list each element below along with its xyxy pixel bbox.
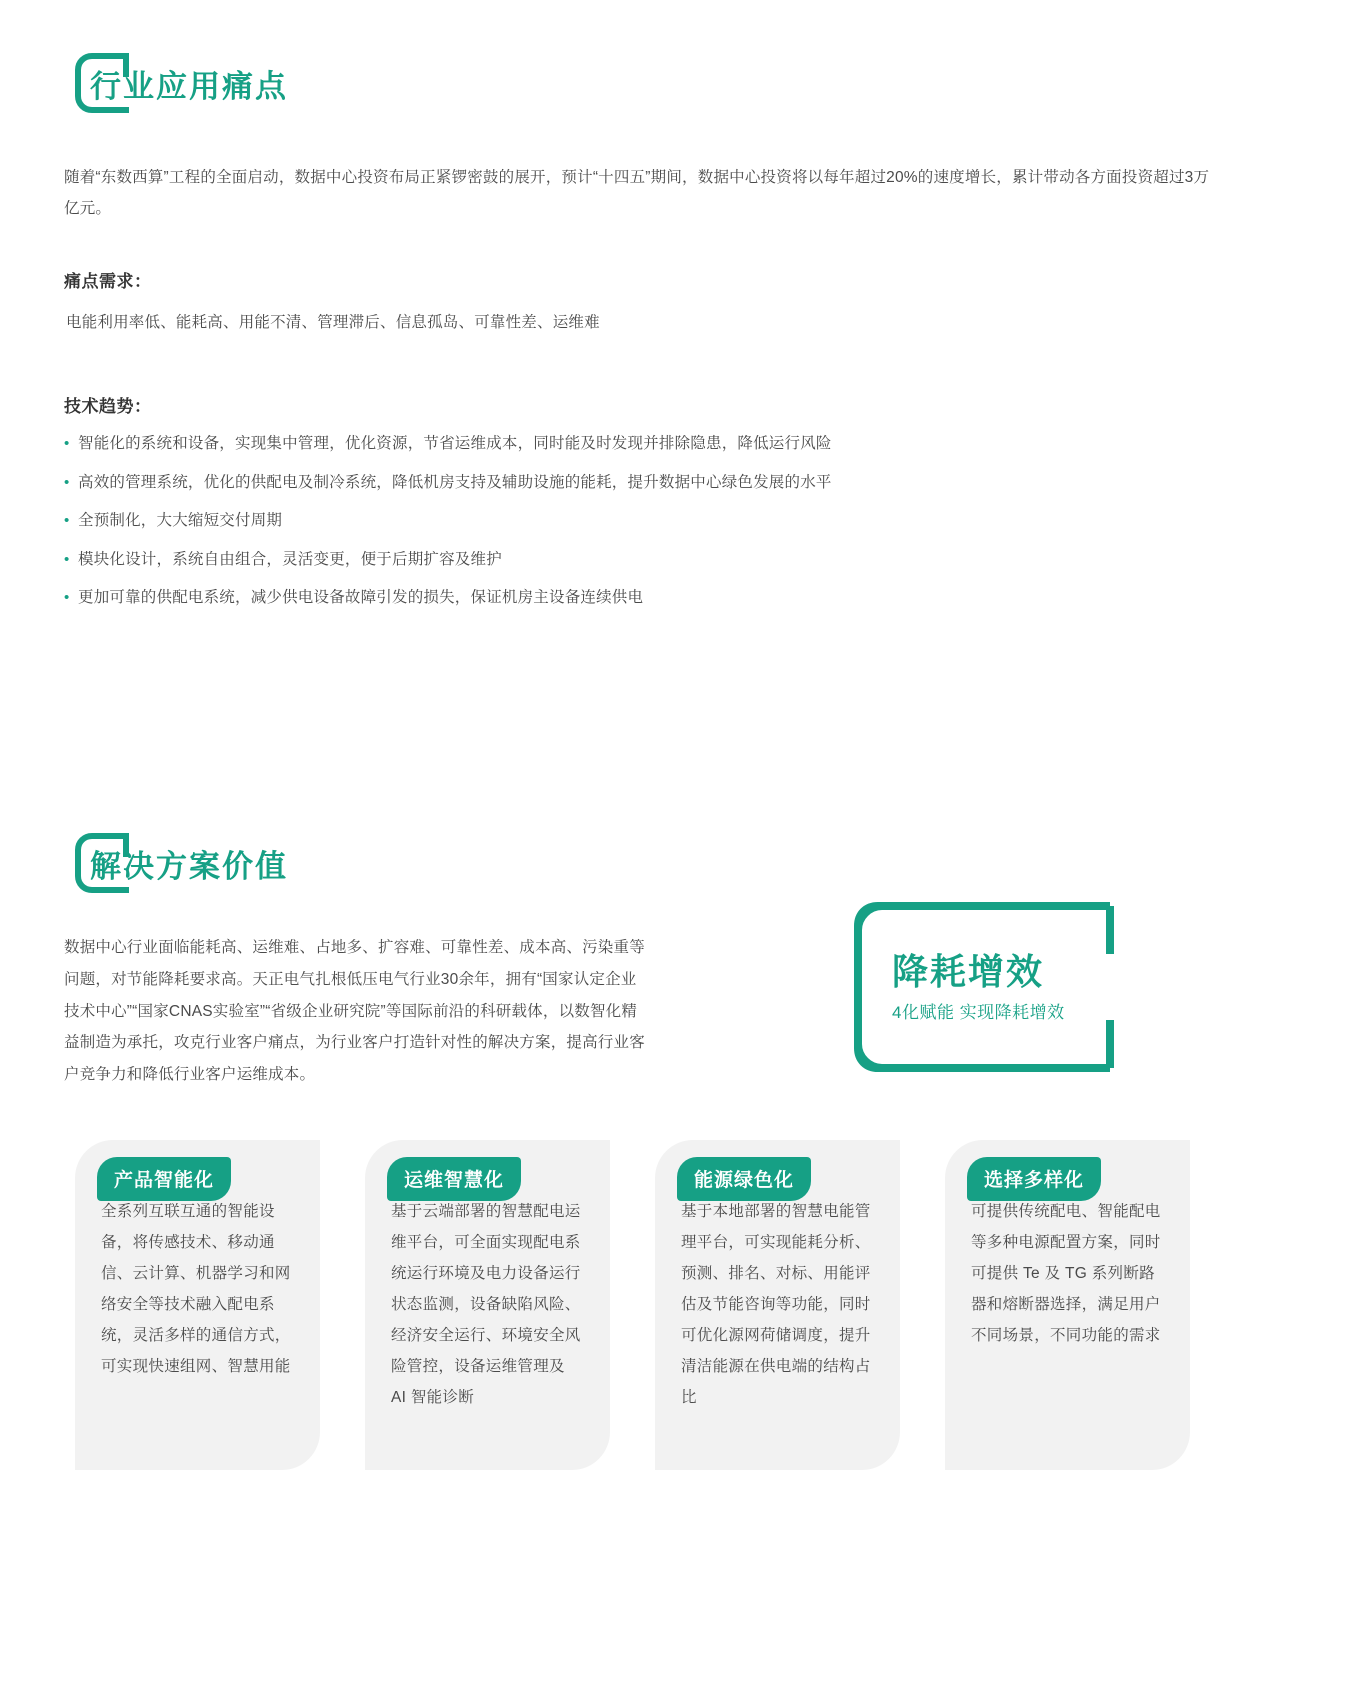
card-body: 全系列互联互通的智能设备，将传感技术、移动通信、云计算、机器学习和网络安全等技术融入配电系统，灵活多样的通信方式，可实现快速组网、智慧用能 <box>101 1203 291 1375</box>
card-tag: 运维智慧化 <box>387 1157 521 1201</box>
card-body: 基于云端部署的智慧配电运维平台，可全面实现配电系统运行环境及电力设备运行状态监测，设备缺陷风险、经济安全运行、环境安全风险管控，设备运维管理及 AI 智能诊断 <box>391 1203 581 1406</box>
list-item <box>64 432 1224 456</box>
section-1-title: 行业应用痛点 <box>90 69 288 104</box>
trend-list <box>64 432 1224 625</box>
value-card <box>945 1140 1190 1470</box>
bullet-icon: • <box>64 512 70 529</box>
section-1-intro: 随着“东数西算”工程的全面启动，数据中心投资布局正紧锣密鼓的展开，预计“十四五”期间，数据中心投资将以每年超过20%的速度增长，累计带动各方面投资超过3万亿元。 <box>64 169 1210 217</box>
trend-heading: 技术趋势： <box>64 397 152 416</box>
value-card-list <box>75 1140 1275 1470</box>
section-1-header <box>74 52 288 108</box>
pain-text: 电能利用率低、能耗高、用能不清、管理滞后、信息孤岛、可靠性差、运维难 <box>66 314 600 331</box>
value-card <box>655 1140 900 1470</box>
list-item-label: 高效的管理系统，优化的供配电及制冷系统，降低机房支持及辅助设施的能耗，提升数据中心绿色发展的水平 <box>78 473 832 491</box>
bracket-icon <box>74 52 120 108</box>
badge-subtitle: 4化赋能 实现降耗增效 <box>892 1003 1065 1022</box>
list-item-label: 模块化设计，系统自由组合，灵活变更，便于后期扩容及维护 <box>78 550 502 568</box>
list-item <box>64 548 1224 572</box>
list-item-label: 全预制化，大大缩短交付周期 <box>78 512 283 529</box>
section-2-title: 解决方案价值 <box>90 849 288 884</box>
card-body: 可提供传统配电、智能配电等多种电源配置方案，同时可提供 Te 及 TG 系列断路器和熔断器选择，满足用户不同场景，不同功能的需求 <box>971 1203 1161 1344</box>
highlight-badge <box>852 900 1152 1072</box>
bracket-icon <box>74 832 120 888</box>
pain-heading: 痛点需求： <box>64 272 152 291</box>
section-2-header <box>74 832 288 888</box>
value-card <box>365 1140 610 1470</box>
value-card <box>75 1140 320 1470</box>
badge-title: 降耗增效 <box>892 951 1045 992</box>
list-item-label: 智能化的系统和设备，实现集中管理，优化资源，节省运维成本，同时能及时发现并排除隐患，降低运行风险 <box>78 435 832 452</box>
card-tag: 产品智能化 <box>97 1157 231 1201</box>
bullet-icon: • <box>64 435 70 452</box>
list-item-label: 更加可靠的供配电系统，减少供电设备故障引发的损失，保证机房主设备连续供电 <box>78 589 644 606</box>
card-tag: 选择多样化 <box>967 1157 1101 1201</box>
card-body: 基于本地部署的智慧电能管理平台，可实现能耗分析、预测、排名、对标、用能评估及节能咨询等功能，同时可优化源网荷储调度，提升清洁能源在供电端的结构占比 <box>681 1203 871 1406</box>
list-item <box>64 471 1224 495</box>
bullet-icon: • <box>64 589 70 606</box>
list-item <box>64 586 1224 610</box>
bullet-icon: • <box>64 473 70 491</box>
section-2-intro: 数据中心行业面临能耗高、运维难、占地多、扩容难、可靠性差、成本高、污染重等问题，对节能降耗要求高。天正电气扎根低压电气行业30余年，拥有“国家认定企业技术中心”“国家CNAS实验室”“省级企业研究院”等国际前沿的科研载体，以数智化精益制造为承托，攻克行业客户痛点，为行业客户打造针对性的解决方案，提高行业客户竞争力和降低行业客户运维成本。 <box>64 939 645 1084</box>
list-item <box>64 509 1224 533</box>
bullet-icon: • <box>64 550 70 568</box>
card-tag: 能源绿色化 <box>677 1157 811 1201</box>
